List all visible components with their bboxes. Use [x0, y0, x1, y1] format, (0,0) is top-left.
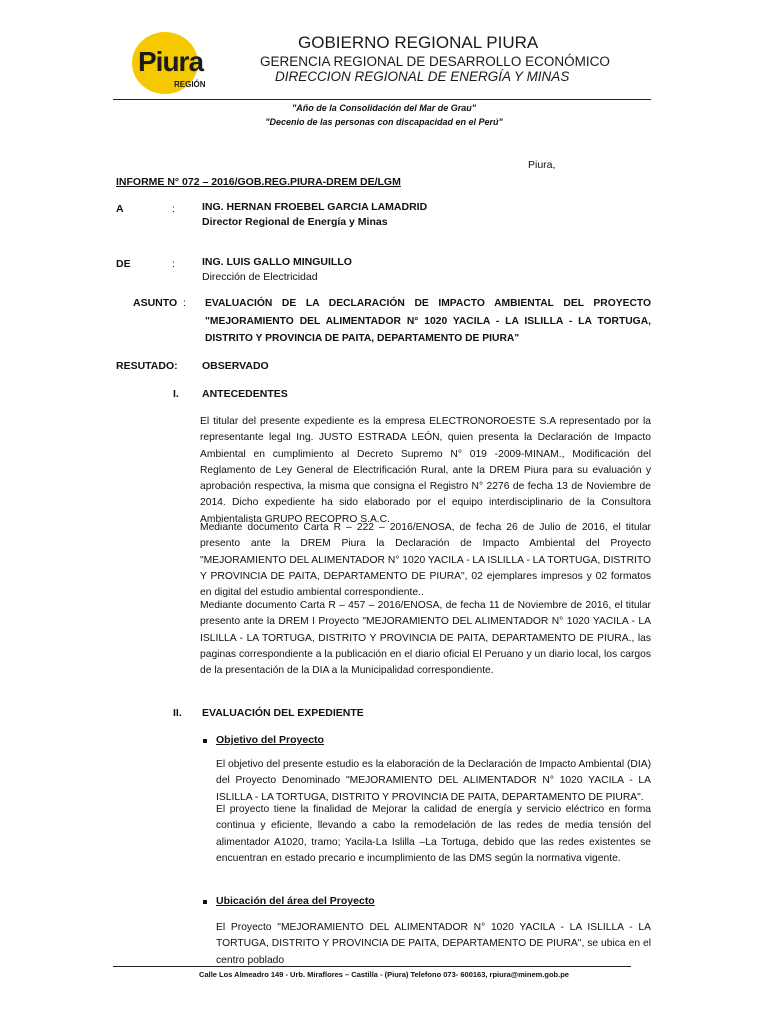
result-value: OBSERVADO	[202, 360, 269, 372]
from-role: Dirección de Electricidad	[202, 271, 318, 283]
footer-divider	[113, 966, 631, 967]
objective-paragraph-1: El objetivo del presente estudio es la elaboración de la Declaración de Impacto Ambiental (DIA) del Proyecto Denominado "MEJORAMIENTO DEL ALIMENTADOR N° 1020 YACILA - LA ISLILLA - LA TORTUGA, DISTRITO Y PROVINCIA DE PAITA, DEPARTAMENTO DE PIURA".	[216, 759, 652, 803]
logo-text: Piura	[138, 46, 204, 77]
footer-address: Calle Los Almeadro 149 - Urb. Miraflores – Castilla - (Piura) Telefono 073- 600163, rpiura@minem.gob.pe	[199, 970, 569, 979]
subject-text: EVALUACIÓN DE LA DECLARACIÓN DE IMPACTO AMBIENTAL DEL PROYECTO "MEJORAMIENTO DEL ALIMENTADOR N° 1020 YACILA - LA ISLILLA - LA TORTUGA, DISTRITO Y PROVINCIA DE PAITA, DEPARTAMENTO DE PIURA"	[205, 298, 651, 344]
report-number: INFORME N° 072 – 2016/GOB.REG.PIURA-DREM DE/LGM	[116, 176, 401, 188]
from-colon: :	[172, 258, 175, 270]
header-divider	[113, 99, 651, 100]
to-label: A	[116, 203, 124, 215]
from-label: DE	[116, 258, 131, 270]
logo-subtext: REGIÓN	[174, 80, 206, 89]
bullet-objective-heading: Objetivo del Proyecto	[216, 734, 324, 746]
section-2-number: II.	[173, 707, 182, 719]
objective-paragraph-2: El proyecto tiene la finalidad de Mejorar la calidad de energía y servicio eléctrico en forma continua y eficiente, llevando a cabo la remodelación de las redes de media tensión del alimentador A1020, tramo; Yacila-La Islilla –La Tortuga, debido que las redes existentes se encuentran en estado precario e incumplimiento de las DMS según la normativa vigente.	[216, 804, 651, 864]
motto-2: "Decenio de las personas con discapacidad en el Perú"	[265, 117, 503, 127]
from-name: ING. LUIS GALLO MINGUILLO	[202, 256, 352, 268]
section-1-paragraph-3: Mediante documento Carta R – 457 – 2016/ENOSA, de fecha 11 de Noviembre de 2016, el titular presento ante la DREM I Proyecto "MEJORAMIENTO DEL ALIMENTADOR N° 1020 YACILA - LA ISLILLA - LA TORTUGA, DISTRITO Y PROVINCIA DE PAITA, DEPARTAMENTO DE PIURA., las paginas correspondiente a la publicación en el diario oficial El Peruano y un diario local, los cargos de la presentación de la DIA a la Municipalidad correspondiente.	[200, 600, 651, 677]
header-direccion: DIRECCION REGIONAL DE ENERGÍA Y MINAS	[275, 69, 570, 84]
section-1-paragraph-1: El titular del presente expediente es la empresa ELECTRONOROESTE S.A representado por la representante legal Ing. JUSTO ESTRADA LEÓN, quien presenta la Declaración de Impacto Ambiental en cumplimiento al Decreto Supremo N° 019 -2009-MINAM., Modificación del Reglamento de Ley General de Electrificación Rural, ante la DREM Piura para su evaluación y aprobación respectiva, la misma que consigna el Registro N° 2276 de fecha 13 de Noviembre de 2014. Dicho expediente ha sido elaborado por el equipo interdisciplinario de la Consultora Ambientalista GRUPO RECOPRO S.A.C.	[200, 416, 651, 525]
result-label: RESUTADO:	[116, 360, 178, 372]
section-1-number: I.	[173, 388, 179, 400]
location-paragraph-1: El Proyecto "MEJORAMIENTO DEL ALIMENTADOR N° 1020 YACILA - LA ISLILLA - LA TORTUGA, DISTRITO Y PROVINCIA DE PAITA, DEPARTAMENTO DE PIURA", se ubica en el centro poblado	[216, 922, 651, 966]
subject-colon: :	[183, 297, 186, 309]
subject-label: ASUNTO	[133, 297, 178, 309]
section-2-title: EVALUACIÓN DEL EXPEDIENTE	[202, 707, 364, 719]
bullet-dot-icon	[203, 739, 207, 743]
place-date: Piura,	[528, 159, 556, 171]
bullet-location-heading: Ubicación del área del Proyecto	[216, 895, 375, 907]
piura-region-logo	[122, 32, 218, 96]
header-government: GOBIERNO REGIONAL PIURA	[298, 33, 539, 52]
to-role: Director Regional de Energía y Minas	[202, 216, 388, 228]
section-1-title: ANTECEDENTES	[202, 388, 288, 400]
section-1-paragraph-2: Mediante documento Carta R – 222 – 2016/ENOSA, de fecha 26 de Julio de 2016, el titular presento ante la DREM Piura la Declaración de Impacto Ambiental del Proyecto "MEJORAMIENTO DEL ALIMENTADOR N° 1020 YACILA - LA ISLILLA - LA TORTUGA, DISTRITO Y PROVINCIA DE PAITA, DEPARTAMENTO DE PIURA", 02 ejemplares impresos y 02 formatos en digital del estudio ambiental correspondiente..	[200, 522, 651, 599]
bullet-dot-icon	[203, 900, 207, 904]
motto-1: "Año de la Consolidación del Mar de Grau"	[291, 103, 477, 113]
header-gerencia: GERENCIA REGIONAL DE DESARROLLO ECONÓMICO	[260, 54, 610, 69]
to-colon: :	[172, 203, 175, 215]
to-name: ING. HERNAN FROEBEL GARCIA LAMADRID	[202, 201, 428, 213]
